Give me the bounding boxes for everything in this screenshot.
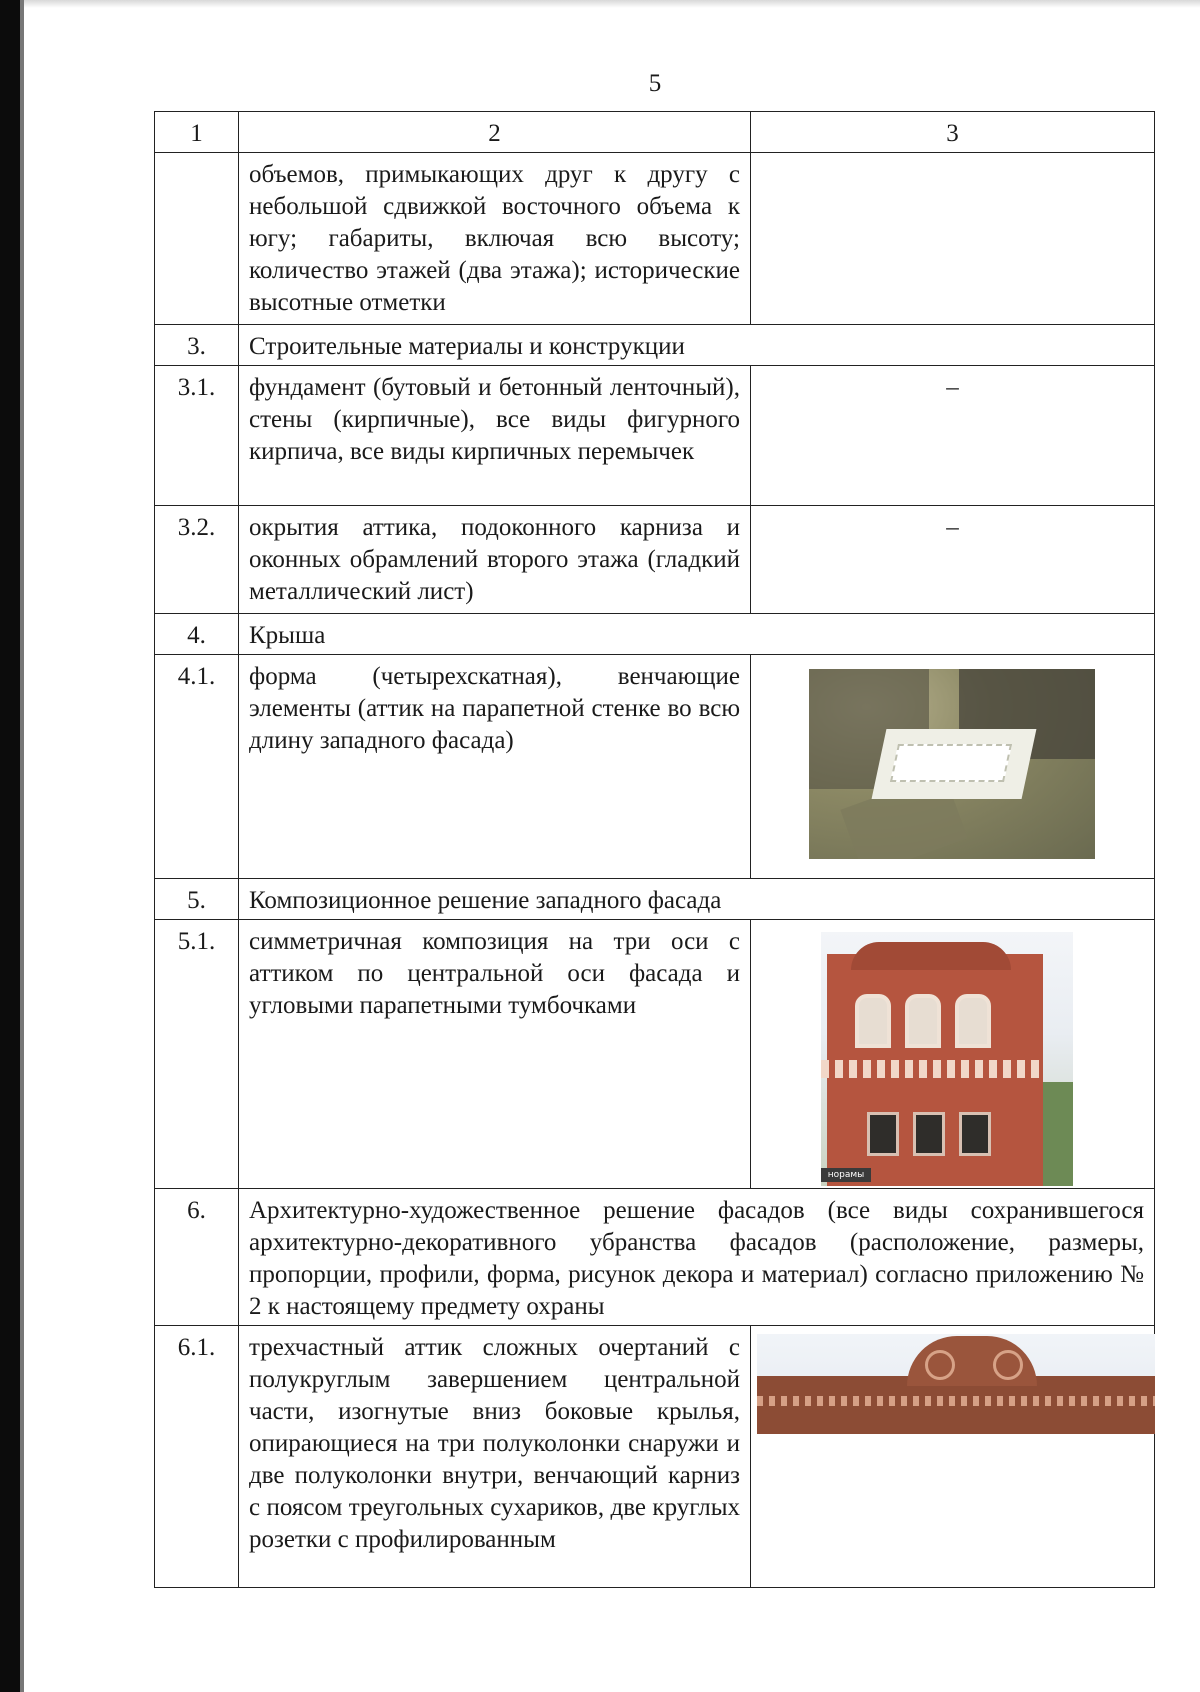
row-number: 3. xyxy=(155,325,239,366)
header-col-1: 1 xyxy=(155,112,239,153)
scan-top-noise xyxy=(24,0,1200,8)
row-text: симметричная композиция на три оси с аттиком по центральной оси фасада и угловыми парапетными тумбочками xyxy=(239,920,751,1189)
table-row xyxy=(155,153,1155,325)
row-number: 3.2. xyxy=(155,506,239,614)
row-text: форма (четырехскатная), венчающие элементы (аттик на парапетной стенке во всю длину западного фасада) xyxy=(239,655,751,879)
table-row xyxy=(155,920,1155,1189)
row-number: 6. xyxy=(155,1189,239,1326)
heritage-table xyxy=(154,111,1155,1588)
row-col3 xyxy=(751,506,1155,614)
attic-detail-photo xyxy=(757,1334,1155,1434)
table-row xyxy=(155,879,1155,920)
header-col-2: 2 xyxy=(239,112,751,153)
photo-caption: норамы xyxy=(821,1168,871,1182)
section-title: Строительные материалы и конструкции xyxy=(239,325,1155,366)
scan-edge-fade xyxy=(20,0,24,1692)
row-number: 5. xyxy=(155,879,239,920)
table-row xyxy=(155,506,1155,614)
page-number: 5 xyxy=(648,70,662,97)
row-text: фундамент (бутовый и бетонный ленточный), стены (кирпичные), все виды фигурного кирпича, все виды кирпичных перемычек xyxy=(239,366,751,506)
table-row xyxy=(155,614,1155,655)
table-row xyxy=(155,655,1155,879)
section-title: Архитектурно-художественное решение фасадов (все виды сохранившегося архитектурно-декоративного убранства фасадов (расположение, размеры, пропорции, профили, форма, рисунок декора и материал) согласно приложению № 2 к настоящему предмету охраны xyxy=(239,1189,1155,1326)
table-row xyxy=(155,325,1155,366)
table-row xyxy=(155,1326,1155,1588)
row-col3 xyxy=(751,366,1155,506)
row-number: 4.1. xyxy=(155,655,239,879)
row-text: окрытия аттика, подоконного карниза и оконных обрамлений второго этажа (гладкий металлический лист) xyxy=(239,506,751,614)
section-title: Композиционное решение западного фасада xyxy=(239,879,1155,920)
section-title: Крыша xyxy=(239,614,1155,655)
row-number: 3.1. xyxy=(155,366,239,506)
row-number: 6.1. xyxy=(155,1326,239,1588)
row-text: объемов, примыкающих друг к другу с небольшой сдвижкой восточного объема к югу; габариты, включая всю высоту; количество этажей (два этажа); исторические высотные отметки xyxy=(239,153,751,325)
row-text: трехчастный аттик сложных очертаний с полукруглым завершением центральной части, изогнутые вниз боковые крылья, опирающиеся на три полуколонки снаружи и две полуколонки внутри, венчающий карниз с поясом треугольных сухариков, две круглых розетки с профилированным xyxy=(239,1326,751,1588)
empty-dash: – xyxy=(946,514,959,541)
row-number xyxy=(155,153,239,325)
table-row xyxy=(155,1189,1155,1326)
row-image-cell xyxy=(751,1326,1155,1588)
table-header-row xyxy=(155,112,1155,153)
row-image-cell xyxy=(751,655,1155,879)
empty-dash: – xyxy=(946,374,959,401)
header-col-3: 3 xyxy=(751,112,1155,153)
row-number: 5.1. xyxy=(155,920,239,1189)
roof-aerial-photo xyxy=(809,669,1095,859)
row-number: 4. xyxy=(155,614,239,655)
west-facade-photo xyxy=(821,932,1073,1186)
row-image-cell xyxy=(751,920,1155,1189)
scan-edge xyxy=(0,0,20,1692)
row-col3 xyxy=(751,153,1155,325)
table-row xyxy=(155,366,1155,506)
